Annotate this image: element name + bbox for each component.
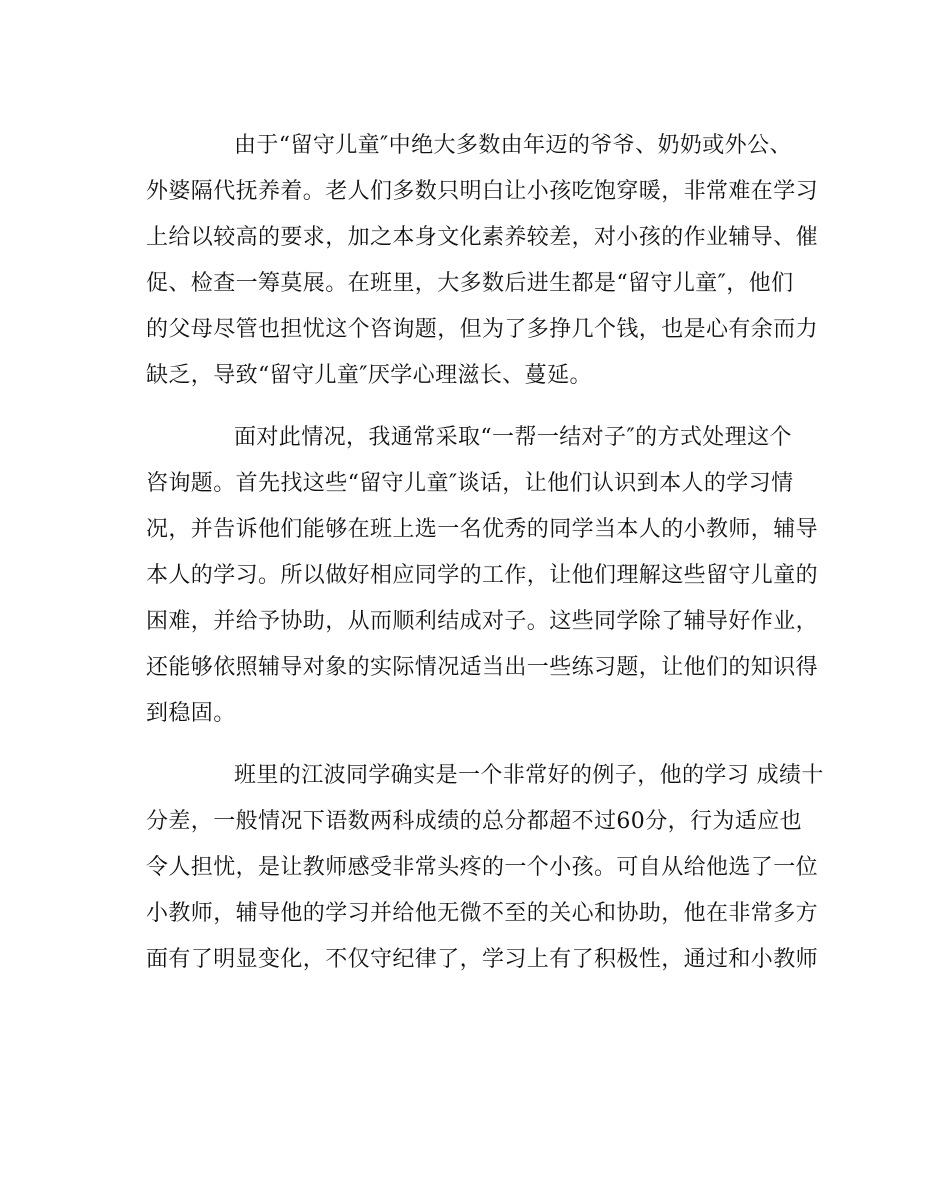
text-line: 班里的江波同学确实是一个非常好的例子，他的学习 成绩十 xyxy=(234,763,824,788)
text-line: 况，并告诉他们能够在班上选一名优秀的同学当本人的小教师，辅导 xyxy=(146,517,819,542)
text-line: 到稳固。 xyxy=(146,701,236,726)
text-line: 咨询题。首先找这些“留守儿童″谈话，让他们认识到本人的学习情 xyxy=(146,471,794,496)
text-line: 的父母尽管也担忧这个咨询题，但为了多挣几个钱，也是心有余而力 xyxy=(146,317,819,342)
text-line: 促、检查一筹莫展。在班里，大多数后进生都是“留守儿童″，他们 xyxy=(146,271,794,296)
text-line: 还能够依照辅导对象的实际情况适当出一些练习题，让他们的知识得 xyxy=(146,655,819,680)
text-line: 外婆隔代抚养着。老人们多数只明白让小孩吃饱穿暖，非常难在学习 xyxy=(146,179,819,204)
text-line: 由于“留守儿童″中绝大多数由年迈的爷爷、奶奶或外公、 xyxy=(234,133,792,158)
text-line: 面对此情况，我通常采取“一帮一结对子″的方式处理这个 xyxy=(234,425,792,450)
text-line: 缺乏，导致“留守儿童″厌学心理滋长、蔓延。 xyxy=(146,363,592,388)
text-line: 本人的学习。所以做好相应同学的工作，让他们理解这些留守儿童的 xyxy=(146,563,819,588)
text-line: 面有了明显变化，不仅守纪律了，学习上有了积极性，通过和小教师 xyxy=(146,947,819,972)
text-line: 困难，并给予协助，从而顺利结成对子。这些同学除了辅导好作业， xyxy=(146,609,819,634)
text-line: 令人担忧，是让教师感受非常头疼的一个小孩。可自从给他选了一位 xyxy=(146,855,819,880)
text-line: 分差，一般情况下语数两科成绩的总分都超不过60分，行为适应也 xyxy=(146,809,802,834)
text-line: 小教师，辅导他的学习并给他无微不至的关心和协助，他在非常多方 xyxy=(146,901,819,926)
text-line: 上给以较高的要求，加之本身文化素养较差，对小孩的作业辅导、催 xyxy=(146,225,819,250)
